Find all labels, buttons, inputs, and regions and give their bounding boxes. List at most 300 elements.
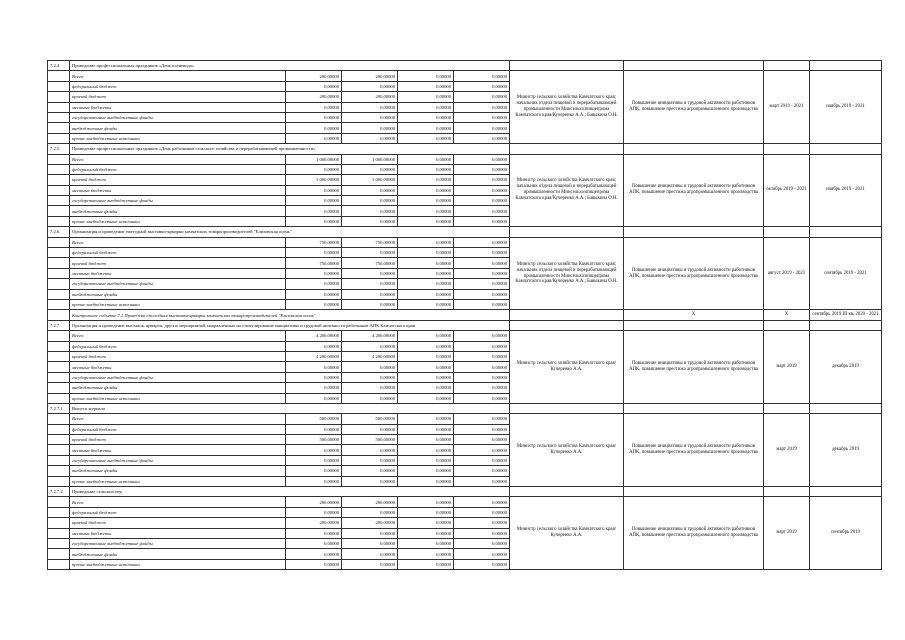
year-2021-value: 0,00000 — [454, 383, 510, 393]
funding-source-label: краевой бюджет — [70, 435, 286, 445]
year-2021-value: 0,00000 — [454, 248, 510, 258]
year-2020-value: 0,00000 — [398, 196, 454, 206]
end-date-cell-empty — [810, 61, 882, 71]
start-date: март 2019 - 2021 — [764, 71, 810, 144]
section-title: Проведение сельских игр — [70, 487, 510, 497]
year-2019-value: 0,00000 — [342, 112, 398, 122]
total-value: 4 200,00000 — [286, 331, 342, 341]
year-2020-value: 0,00000 — [398, 185, 454, 195]
year-2019-value: 0,00000 — [342, 341, 398, 351]
year-2020-value: 0,00000 — [398, 393, 454, 403]
code-cell-empty — [48, 123, 70, 133]
code-cell-empty — [48, 445, 70, 455]
code-cell-empty — [48, 206, 70, 216]
total-value: 0,00000 — [286, 372, 342, 382]
funding-source-label: краевой бюджет — [70, 518, 286, 528]
code-cell-empty — [48, 268, 70, 278]
funding-source-label: прочие внебюджетные источники — [70, 216, 286, 226]
code-cell-empty — [48, 102, 70, 112]
year-2021-value: 0,00000 — [454, 289, 510, 299]
section-title: Выпуск журнала — [70, 403, 510, 413]
section-title: Проведение профессиональных праздников «День оленевода» — [70, 61, 510, 71]
funding-source-label: внебюджетные фонды — [70, 549, 286, 559]
year-2021-value: 0,00000 — [454, 351, 510, 361]
year-2021-value: 0,00000 — [454, 102, 510, 112]
year-2021-value: 0,00000 — [454, 393, 510, 403]
funding-source-label: государственные внебюджетные фонды — [70, 196, 286, 206]
expected-result: Повышение инициативы и трудовой активности работников АПК, повышение престижа агропромышленного производства — [624, 237, 764, 310]
year-2021-value: 0,00000 — [454, 497, 510, 507]
total-value: 0,00000 — [286, 393, 342, 403]
total-value: 750,00000 — [286, 237, 342, 247]
funding-source-label: федеральный бюджет — [70, 507, 286, 517]
funding-source-label: федеральный бюджет — [70, 248, 286, 258]
control-event-row — [48, 310, 882, 320]
responsible-executor: Министр сельского хозяйства Камчатского края/Кучеренко А.А. — [510, 414, 624, 487]
year-2020-value: 0,00000 — [398, 455, 454, 465]
code-cell-empty — [48, 92, 70, 102]
year-2020-value: 0,00000 — [398, 71, 454, 81]
section-code: 7.2.7. — [48, 320, 70, 330]
total-value: 0,00000 — [286, 216, 342, 226]
code-cell-empty — [48, 299, 70, 309]
control-event-title: Контрольное событие 7.1 Проведена ежегодная выставка-ярмарка камчатских товаропроизводителей "Елизовская осень" — [70, 310, 510, 320]
year-2020-value: 0,00000 — [398, 164, 454, 174]
section-header-row — [48, 144, 882, 154]
year-2019-value: 0,00000 — [342, 466, 398, 476]
expected-result: Повышение инициативы и трудовой активности работников АПК, повышение престижа агропромышленного производства — [624, 414, 764, 487]
executor-cell-empty — [510, 61, 624, 71]
year-2021-value: 0,00000 — [454, 528, 510, 538]
executor-cell-empty — [510, 403, 624, 413]
funding-source-label: внебюджетные фонды — [70, 383, 286, 393]
total-value: 500,00000 — [286, 414, 342, 424]
budget-table-body — [48, 61, 882, 570]
document-page — [47, 60, 881, 570]
code-cell-empty — [48, 351, 70, 361]
end-date: декабрь 2019 — [810, 414, 882, 487]
year-2019-value: 0,00000 — [342, 383, 398, 393]
control-event-deadline: сентябрь 2019 III кв. 2020 - 2021 — [810, 310, 882, 320]
funding-source-label: федеральный бюджет — [70, 341, 286, 351]
year-2019-value: 0,00000 — [342, 81, 398, 91]
funding-source-label: местные бюджеты — [70, 445, 286, 455]
code-cell-empty — [48, 466, 70, 476]
year-2020-value: 0,00000 — [398, 237, 454, 247]
funding-source-label: краевой бюджет — [70, 351, 286, 361]
year-2019-value: 0,00000 — [342, 528, 398, 538]
total-value: 200,00000 — [286, 497, 342, 507]
year-2020-value: 0,00000 — [398, 258, 454, 268]
section-title: Организация и проведение выставок, ярмарок, других мероприятий, направленных на стимулирование инициативы и трудовой активности работников АПК Камчатского края — [70, 320, 510, 330]
code-cell-empty — [48, 435, 70, 445]
year-2021-value: 0,00000 — [454, 476, 510, 486]
end-date-cell-empty — [810, 227, 882, 237]
expected-result: Повышение инициативы и трудовой активности работников АПК, повышение престижа агропромышленного производства — [624, 331, 764, 404]
year-2020-value: 0,00000 — [398, 299, 454, 309]
year-2019-value: 4 200,00000 — [342, 351, 398, 361]
section-header-row — [48, 61, 882, 71]
section-code: 7.2.7.2. — [48, 487, 70, 497]
total-value: 0,00000 — [286, 196, 342, 206]
funding-source-label: Всего: — [70, 154, 286, 164]
year-2021-value: 0,00000 — [454, 341, 510, 351]
year-2021-value: 0,00000 — [454, 112, 510, 122]
funding-source-label: внебюджетные фонды — [70, 206, 286, 216]
year-2020-value: 0,00000 — [398, 372, 454, 382]
year-2020-value: 0,00000 — [398, 133, 454, 143]
code-cell-empty — [48, 112, 70, 122]
year-2020-value: 0,00000 — [398, 92, 454, 102]
year-2019-value: 0,00000 — [342, 164, 398, 174]
result-cell-empty — [624, 403, 764, 413]
year-2021-value: 0,00000 — [454, 507, 510, 517]
code-cell-empty — [48, 518, 70, 528]
year-2021-value: 0,00000 — [454, 123, 510, 133]
funding-source-label: внебюджетные фонды — [70, 466, 286, 476]
start-date: октябрь 2019 - 2021 — [764, 154, 810, 227]
code-cell-empty — [48, 528, 70, 538]
year-2020-value: 0,00000 — [398, 507, 454, 517]
year-2020-value: 0,00000 — [398, 424, 454, 434]
start-date-cell-empty — [764, 227, 810, 237]
control-event-x-mark: X — [764, 310, 810, 320]
funding-source-label: прочие внебюджетные источники — [70, 299, 286, 309]
year-2021-value: 0,00000 — [454, 237, 510, 247]
start-date: март 2019 — [764, 414, 810, 487]
year-2019-value: 750,00000 — [342, 237, 398, 247]
funding-source-label: государственные внебюджетные фонды — [70, 279, 286, 289]
code-cell-empty — [48, 133, 70, 143]
executor-cell-empty — [510, 227, 624, 237]
total-value: 1 000,00000 — [286, 175, 342, 185]
total-value: 0,00000 — [286, 559, 342, 569]
year-2019-value: 0,00000 — [342, 424, 398, 434]
total-value: 0,00000 — [286, 549, 342, 559]
year-2020-value: 0,00000 — [398, 206, 454, 216]
total-value: 0,00000 — [286, 383, 342, 393]
funding-source-label: прочие внебюджетные источники — [70, 476, 286, 486]
year-2020-value: 0,00000 — [398, 123, 454, 133]
year-2020-value: 0,00000 — [398, 549, 454, 559]
total-value: 0,00000 — [286, 123, 342, 133]
year-2020-value: 0,00000 — [398, 81, 454, 91]
year-2020-value: 0,00000 — [398, 112, 454, 122]
year-2019-value: 200,00000 — [342, 497, 398, 507]
year-2019-value: 0,00000 — [342, 185, 398, 195]
total-value: 0,00000 — [286, 248, 342, 258]
code-cell-empty — [48, 507, 70, 517]
section-code: 7.2.7.1. — [48, 403, 70, 413]
total-value: 0,00000 — [286, 362, 342, 372]
funding-source-label: местные бюджеты — [70, 268, 286, 278]
year-2020-value: 0,00000 — [398, 248, 454, 258]
year-2019-value: 0,00000 — [342, 102, 398, 112]
funding-source-label: краевой бюджет — [70, 175, 286, 185]
section-header-row — [48, 227, 882, 237]
funding-source-label: прочие внебюджетные источники — [70, 559, 286, 569]
year-2019-value: 0,00000 — [342, 549, 398, 559]
end-date: декабрь 2019 — [810, 331, 882, 404]
year-2019-value: 0,00000 — [342, 507, 398, 517]
code-cell-empty — [48, 164, 70, 174]
result-cell-empty — [624, 320, 764, 330]
year-2021-value: 0,00000 — [454, 424, 510, 434]
start-date: март 2019 — [764, 497, 810, 570]
code-cell-empty — [48, 289, 70, 299]
funding-row — [48, 154, 882, 164]
total-value: 0,00000 — [286, 164, 342, 174]
executor-cell-empty — [510, 144, 624, 154]
code-cell-empty — [48, 414, 70, 424]
year-2019-value: 0,00000 — [342, 299, 398, 309]
funding-source-label: местные бюджеты — [70, 102, 286, 112]
year-2021-value: 0,00000 — [454, 154, 510, 164]
year-2020-value: 0,00000 — [398, 518, 454, 528]
code-cell-empty — [48, 362, 70, 372]
funding-source-label: прочие внебюджетные источники — [70, 393, 286, 403]
result-cell-empty — [624, 144, 764, 154]
result-cell-empty — [624, 61, 764, 71]
end-date-cell-empty — [810, 403, 882, 413]
year-2021-value: 0,00000 — [454, 331, 510, 341]
year-2020-value: 0,00000 — [398, 414, 454, 424]
total-value: 0,00000 — [286, 528, 342, 538]
total-value: 0,00000 — [286, 445, 342, 455]
year-2021-value: 0,00000 — [454, 258, 510, 268]
year-2019-value: 0,00000 — [342, 445, 398, 455]
start-date: март 2019 — [764, 331, 810, 404]
year-2019-value: 0,00000 — [342, 455, 398, 465]
section-header-row — [48, 403, 882, 413]
total-value: 1 000,00000 — [286, 154, 342, 164]
total-value: 0,00000 — [286, 507, 342, 517]
year-2020-value: 0,00000 — [398, 268, 454, 278]
year-2019-value: 750,00000 — [342, 258, 398, 268]
year-2020-value: 0,00000 — [398, 528, 454, 538]
year-2020-value: 0,00000 — [398, 435, 454, 445]
year-2020-value: 0,00000 — [398, 497, 454, 507]
code-cell-empty — [48, 237, 70, 247]
code-cell-empty — [48, 154, 70, 164]
code-cell-empty — [48, 341, 70, 351]
funding-source-label: местные бюджеты — [70, 185, 286, 195]
year-2021-value: 0,00000 — [454, 81, 510, 91]
year-2021-value: 0,00000 — [454, 538, 510, 548]
year-2021-value: 0,00000 — [454, 92, 510, 102]
year-2020-value: 0,00000 — [398, 383, 454, 393]
code-cell-empty — [48, 81, 70, 91]
budget-table — [47, 60, 882, 570]
total-value: 200,00000 — [286, 71, 342, 81]
year-2021-value: 0,00000 — [454, 216, 510, 226]
year-2021-value: 0,00000 — [454, 185, 510, 195]
code-cell-empty — [48, 196, 70, 206]
funding-source-label: Всего: — [70, 71, 286, 81]
total-value: 0,00000 — [286, 476, 342, 486]
year-2020-value: 0,00000 — [398, 476, 454, 486]
section-title: Организация и проведение ежегодной выставки-ярмарки камчатских товаропроизводителей "Елизовская осень" — [70, 227, 510, 237]
year-2021-value: 0,00000 — [454, 133, 510, 143]
year-2020-value: 0,00000 — [398, 216, 454, 226]
code-cell-empty — [48, 383, 70, 393]
year-2019-value: 200,00000 — [342, 71, 398, 81]
start-date-cell-empty — [764, 320, 810, 330]
start-date-cell-empty — [764, 403, 810, 413]
year-2020-value: 0,00000 — [398, 279, 454, 289]
code-cell-empty — [48, 185, 70, 195]
year-2019-value: 1 000,00000 — [342, 154, 398, 164]
year-2021-value: 0,00000 — [454, 268, 510, 278]
funding-source-label: внебюджетные фонды — [70, 289, 286, 299]
year-2021-value: 0,00000 — [454, 445, 510, 455]
funding-source-label: краевой бюджет — [70, 92, 286, 102]
funding-source-label: внебюджетные фонды — [70, 123, 286, 133]
total-value: 0,00000 — [286, 289, 342, 299]
funding-source-label: Всего: — [70, 237, 286, 247]
funding-source-label: федеральный бюджет — [70, 164, 286, 174]
total-value: 0,00000 — [286, 455, 342, 465]
year-2019-value: 500,00000 — [342, 414, 398, 424]
year-2019-value: 0,00000 — [342, 393, 398, 403]
funding-row — [48, 414, 882, 424]
section-header-row — [48, 320, 882, 330]
total-value: 4 200,00000 — [286, 351, 342, 361]
code-cell-empty — [48, 538, 70, 548]
total-value: 0,00000 — [286, 112, 342, 122]
end-date-cell-empty — [810, 320, 882, 330]
year-2021-value: 0,00000 — [454, 164, 510, 174]
year-2021-value: 0,00000 — [454, 196, 510, 206]
year-2019-value: 0,00000 — [342, 206, 398, 216]
total-value: 200,00000 — [286, 518, 342, 528]
total-value: 0,00000 — [286, 81, 342, 91]
code-cell-empty — [48, 71, 70, 81]
year-2020-value: 0,00000 — [398, 341, 454, 351]
total-value: 0,00000 — [286, 206, 342, 216]
year-2019-value: 0,00000 — [342, 538, 398, 548]
year-2020-value: 0,00000 — [398, 331, 454, 341]
year-2021-value: 0,00000 — [454, 559, 510, 569]
expected-result: Повышение инициативы и трудовой активности работников АПК, повышение престижа агропромышленного производства — [624, 154, 764, 227]
control-event-x-mark: X — [624, 310, 764, 320]
start-date-cell-empty — [764, 144, 810, 154]
year-2020-value: 0,00000 — [398, 559, 454, 569]
year-2019-value: 4 200,00000 — [342, 331, 398, 341]
funding-source-label: федеральный бюджет — [70, 81, 286, 91]
year-2019-value: 0,00000 — [342, 248, 398, 258]
funding-source-label: государственные внебюджетные фонды — [70, 538, 286, 548]
funding-source-label: государственные внебюджетные фонды — [70, 112, 286, 122]
end-date-cell-empty — [810, 487, 882, 497]
total-value: 0,00000 — [286, 279, 342, 289]
year-2020-value: 0,00000 — [398, 351, 454, 361]
code-cell-empty — [48, 216, 70, 226]
year-2020-value: 0,00000 — [398, 102, 454, 112]
year-2019-value: 1 000,00000 — [342, 175, 398, 185]
code-cell-empty — [48, 175, 70, 185]
year-2021-value: 0,00000 — [454, 299, 510, 309]
code-cell-empty — [48, 424, 70, 434]
year-2021-value: 0,00000 — [454, 71, 510, 81]
funding-source-label: государственные внебюджетные фонды — [70, 455, 286, 465]
year-2019-value: 200,00000 — [342, 92, 398, 102]
total-value: 0,00000 — [286, 299, 342, 309]
section-code: 7.2.4. — [48, 61, 70, 71]
year-2020-value: 0,00000 — [398, 445, 454, 455]
year-2019-value: 0,00000 — [342, 289, 398, 299]
total-value: 0,00000 — [286, 185, 342, 195]
funding-source-label: краевой бюджет — [70, 258, 286, 268]
section-header-row — [48, 487, 882, 497]
year-2020-value: 0,00000 — [398, 362, 454, 372]
end-date-cell-empty — [810, 144, 882, 154]
funding-row — [48, 497, 882, 507]
year-2021-value: 0,00000 — [454, 175, 510, 185]
funding-source-label: Всего: — [70, 497, 286, 507]
responsible-executor: Министр сельского хозяйства Камчатского края; начальник отдела пищевой и перерабатывающей промышленности Минсельхозпищепрома Камчатского края/Кучеренко А.А.; Бавыкина О.Н. — [510, 237, 624, 310]
total-value: 0,00000 — [286, 466, 342, 476]
total-value: 0,00000 — [286, 102, 342, 112]
end-date: ноябрь 2019 - 2021 — [810, 71, 882, 144]
code-cell-empty — [48, 476, 70, 486]
code-cell-empty — [48, 310, 70, 320]
funding-row — [48, 331, 882, 341]
year-2019-value: 0,00000 — [342, 362, 398, 372]
funding-source-label: местные бюджеты — [70, 362, 286, 372]
code-cell-empty — [48, 497, 70, 507]
code-cell-empty — [48, 248, 70, 258]
year-2021-value: 0,00000 — [454, 414, 510, 424]
funding-source-label: Всего: — [70, 331, 286, 341]
end-date: ноябрь 2019 - 2021 — [810, 154, 882, 227]
code-cell-empty — [48, 455, 70, 465]
year-2019-value: 200,00000 — [342, 518, 398, 528]
year-2019-value: 500,00000 — [342, 435, 398, 445]
total-value: 0,00000 — [286, 268, 342, 278]
code-cell-empty — [48, 393, 70, 403]
funding-source-label: Всего: — [70, 414, 286, 424]
year-2019-value: 0,00000 — [342, 196, 398, 206]
year-2021-value: 0,00000 — [454, 372, 510, 382]
year-2020-value: 0,00000 — [398, 538, 454, 548]
year-2021-value: 0,00000 — [454, 435, 510, 445]
year-2019-value: 0,00000 — [342, 268, 398, 278]
funding-source-label: местные бюджеты — [70, 528, 286, 538]
year-2021-value: 0,00000 — [454, 279, 510, 289]
total-value: 0,00000 — [286, 341, 342, 351]
year-2021-value: 0,00000 — [454, 549, 510, 559]
responsible-executor: Министр сельского хозяйства Камчатского края; начальник отдела пищевой и перерабатывающей промышленности Минсельхозпищепрома Камчатского края/Кучеренко А.А.; Бавыкина О.Н. — [510, 71, 624, 144]
end-date: сентябрь 2019 - 2021 — [810, 237, 882, 310]
year-2019-value: 0,00000 — [342, 133, 398, 143]
year-2021-value: 0,00000 — [454, 455, 510, 465]
end-date: сентябрь 2019 — [810, 497, 882, 570]
responsible-executor: Министр сельского хозяйства Камчатского края; начальник отдела пищевой и перерабатывающей промышленности Минсельхозпищепрома Камчатского края/Кучеренко А.А.; Бавыкина О.Н. — [510, 154, 624, 227]
start-date: август 2019 - 2021 — [764, 237, 810, 310]
funding-row — [48, 237, 882, 247]
code-cell-empty — [48, 372, 70, 382]
year-2020-value: 0,00000 — [398, 175, 454, 185]
code-cell-empty — [48, 549, 70, 559]
code-cell-empty — [48, 258, 70, 268]
expected-result: Повышение инициативы и трудовой активности работников АПК, повышение престижа агропромышленного производства — [624, 71, 764, 144]
funding-source-label: прочие внебюджетные источники — [70, 133, 286, 143]
year-2019-value: 0,00000 — [342, 476, 398, 486]
year-2019-value: 0,00000 — [342, 216, 398, 226]
year-2021-value: 0,00000 — [454, 466, 510, 476]
year-2019-value: 0,00000 — [342, 372, 398, 382]
